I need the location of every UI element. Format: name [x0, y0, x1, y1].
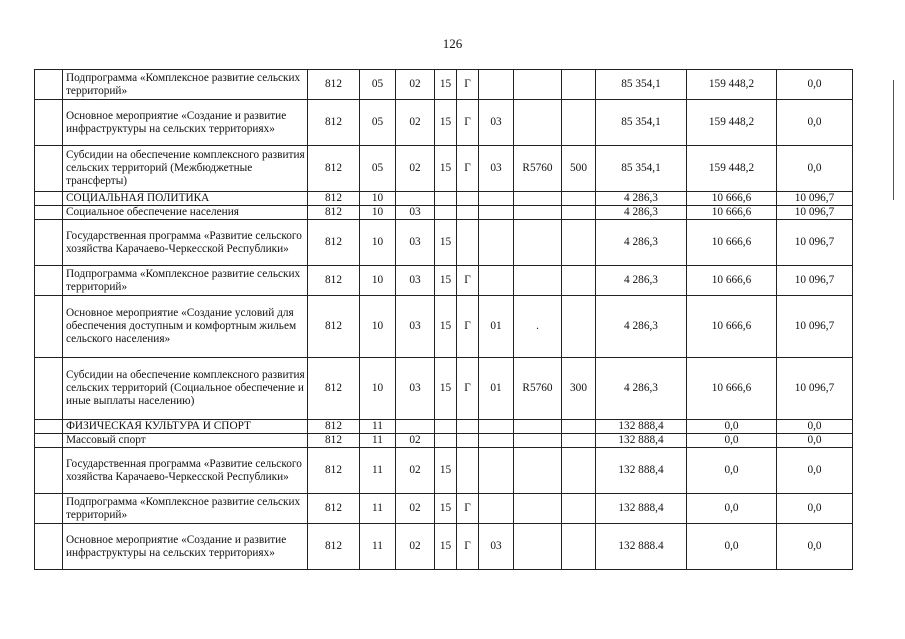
table-row — [35, 192, 853, 206]
sum-year1-cell: 4 286,3 — [596, 358, 687, 420]
expense-type-cell: 500 — [562, 146, 596, 192]
program-code-cell: 15 — [435, 266, 457, 296]
expense-type-cell — [562, 296, 596, 358]
row-name-cell: Социальное обеспечение населения — [63, 206, 308, 220]
row-name-cell: СОЦИАЛЬНАЯ ПОЛИТИКА — [63, 192, 308, 206]
expense-type-cell — [562, 524, 596, 570]
sum-year1-cell: 4 286,3 — [596, 206, 687, 220]
sum-year3-cell: 0,0 — [777, 448, 853, 494]
direction-code-cell — [514, 420, 562, 434]
subsection-code-cell: 02 — [396, 434, 435, 448]
direction-code-cell — [514, 100, 562, 146]
subsection-code-cell — [396, 420, 435, 434]
program-code-cell: 15 — [435, 524, 457, 570]
table-row — [35, 420, 853, 434]
expense-type-cell — [562, 70, 596, 100]
sum-year1-cell: 85 354,1 — [596, 70, 687, 100]
section-code-cell: 10 — [360, 358, 396, 420]
program-code-cell: 15 — [435, 358, 457, 420]
subprogram-code-cell: Г — [457, 266, 479, 296]
direction-code-cell: R5760 — [514, 146, 562, 192]
sum-year3-cell: 0,0 — [777, 494, 853, 524]
page-number: 126 — [442, 36, 463, 51]
sum-year2-cell: 10 666,6 — [687, 296, 777, 358]
expense-type-cell — [562, 100, 596, 146]
direction-code-cell — [514, 220, 562, 266]
program-code-cell — [435, 192, 457, 206]
expense-type-cell — [562, 448, 596, 494]
budget-table-body — [35, 70, 853, 570]
program-code-cell — [435, 420, 457, 434]
subsection-code-cell: 02 — [396, 100, 435, 146]
grbs-code-cell: 812 — [308, 434, 360, 448]
sum-year3-cell: 0,0 — [777, 100, 853, 146]
sum-year3-cell: 10 096,7 — [777, 266, 853, 296]
margin-mark — [893, 80, 894, 200]
activity-code-cell — [479, 192, 514, 206]
row-number-cell — [35, 146, 63, 192]
sum-year2-cell: 159 448,2 — [687, 146, 777, 192]
activity-code-cell — [479, 206, 514, 220]
grbs-code-cell: 812 — [308, 448, 360, 494]
sum-year2-cell: 0,0 — [687, 420, 777, 434]
grbs-code-cell: 812 — [308, 70, 360, 100]
direction-code-cell — [514, 70, 562, 100]
table-row — [35, 524, 853, 570]
grbs-code-cell: 812 — [308, 220, 360, 266]
table-row — [35, 70, 853, 100]
row-number-cell — [35, 206, 63, 220]
expense-type-cell — [562, 420, 596, 434]
grbs-code-cell: 812 — [308, 296, 360, 358]
row-name-cell: Подпрограмма «Комплексное развитие сельских территорий» — [63, 494, 308, 524]
sum-year2-cell: 10 666,6 — [687, 206, 777, 220]
grbs-code-cell: 812 — [308, 494, 360, 524]
grbs-code-cell: 812 — [308, 100, 360, 146]
subprogram-code-cell — [457, 434, 479, 448]
section-code-cell: 11 — [360, 420, 396, 434]
section-code-cell: 10 — [360, 206, 396, 220]
direction-code-cell — [514, 266, 562, 296]
program-code-cell — [435, 434, 457, 448]
row-number-cell — [35, 192, 63, 206]
section-code-cell: 05 — [360, 146, 396, 192]
subprogram-code-cell — [457, 448, 479, 494]
table-row — [35, 358, 853, 420]
activity-code-cell — [479, 494, 514, 524]
sum-year1-cell: 4 286,3 — [596, 220, 687, 266]
grbs-code-cell: 812 — [308, 420, 360, 434]
subprogram-code-cell: Г — [457, 358, 479, 420]
table-row — [35, 220, 853, 266]
subprogram-code-cell — [457, 192, 479, 206]
expense-type-cell — [562, 494, 596, 524]
sum-year1-cell: 132 888,4 — [596, 448, 687, 494]
program-code-cell: 15 — [435, 146, 457, 192]
program-code-cell: 15 — [435, 100, 457, 146]
row-name-cell: Основное мероприятие «Создание условий для обеспечения доступным и комфортным жильем сельского населения» — [63, 296, 308, 358]
sum-year3-cell: 10 096,7 — [777, 296, 853, 358]
row-number-cell — [35, 220, 63, 266]
sum-year3-cell: 10 096,7 — [777, 220, 853, 266]
direction-code-cell: R5760 — [514, 358, 562, 420]
activity-code-cell — [479, 420, 514, 434]
sum-year1-cell: 4 286,3 — [596, 296, 687, 358]
subprogram-code-cell — [457, 206, 479, 220]
sum-year3-cell: 0,0 — [777, 524, 853, 570]
subprogram-code-cell: Г — [457, 524, 479, 570]
expense-type-cell — [562, 220, 596, 266]
expense-type-cell — [562, 192, 596, 206]
sum-year1-cell: 85 354,1 — [596, 146, 687, 192]
subsection-code-cell: 03 — [396, 206, 435, 220]
table-row — [35, 448, 853, 494]
sum-year1-cell: 85 354,1 — [596, 100, 687, 146]
sum-year3-cell: 10 096,7 — [777, 206, 853, 220]
sum-year3-cell: 10 096,7 — [777, 192, 853, 206]
table-row — [35, 146, 853, 192]
table-row — [35, 494, 853, 524]
grbs-code-cell: 812 — [308, 524, 360, 570]
sum-year3-cell: 10 096,7 — [777, 358, 853, 420]
activity-code-cell — [479, 70, 514, 100]
direction-code-cell — [514, 192, 562, 206]
sum-year2-cell: 159 448,2 — [687, 100, 777, 146]
sum-year1-cell: 132 888,4 — [596, 494, 687, 524]
activity-code-cell: 03 — [479, 524, 514, 570]
activity-code-cell: 03 — [479, 146, 514, 192]
direction-code-cell — [514, 448, 562, 494]
program-code-cell: 15 — [435, 296, 457, 358]
sum-year2-cell: 10 666,6 — [687, 192, 777, 206]
row-name-cell: Государственная программа «Развитие сельского хозяйства Карачаево-Черкесской Республики» — [63, 220, 308, 266]
sum-year1-cell: 4 286,3 — [596, 192, 687, 206]
expense-type-cell — [562, 206, 596, 220]
sum-year1-cell: 132 888.4 — [596, 524, 687, 570]
grbs-code-cell: 812 — [308, 358, 360, 420]
sum-year3-cell: 0,0 — [777, 146, 853, 192]
grbs-code-cell: 812 — [308, 192, 360, 206]
expense-type-cell — [562, 266, 596, 296]
sum-year1-cell: 132 888,4 — [596, 434, 687, 448]
sum-year2-cell: 0,0 — [687, 434, 777, 448]
row-name-cell: Субсидии на обеспечение комплексного развития сельских территорий (Социальное обеспечение и иные выплаты населению) — [63, 358, 308, 420]
sum-year1-cell: 4 286,3 — [596, 266, 687, 296]
section-code-cell: 05 — [360, 100, 396, 146]
subsection-code-cell: 02 — [396, 70, 435, 100]
direction-code-cell — [514, 206, 562, 220]
activity-code-cell — [479, 266, 514, 296]
grbs-code-cell: 812 — [308, 266, 360, 296]
row-name-cell: ФИЗИЧЕСКАЯ КУЛЬТУРА И СПОРТ — [63, 420, 308, 434]
section-code-cell: 10 — [360, 192, 396, 206]
table-row — [35, 434, 853, 448]
expense-type-cell: 300 — [562, 358, 596, 420]
section-code-cell: 10 — [360, 266, 396, 296]
subsection-code-cell: 02 — [396, 146, 435, 192]
sum-year3-cell: 0,0 — [777, 434, 853, 448]
row-number-cell — [35, 420, 63, 434]
table-row — [35, 296, 853, 358]
subprogram-code-cell: Г — [457, 70, 479, 100]
table-row — [35, 206, 853, 220]
subprogram-code-cell: Г — [457, 100, 479, 146]
row-name-cell: Массовый спорт — [63, 434, 308, 448]
sum-year2-cell: 0,0 — [687, 524, 777, 570]
section-code-cell: 11 — [360, 494, 396, 524]
activity-code-cell — [479, 434, 514, 448]
section-code-cell: 11 — [360, 434, 396, 448]
sum-year2-cell: 0,0 — [687, 448, 777, 494]
activity-code-cell — [479, 220, 514, 266]
section-code-cell: 11 — [360, 448, 396, 494]
row-number-cell — [35, 296, 63, 358]
activity-code-cell: 01 — [479, 296, 514, 358]
budget-table — [34, 69, 853, 570]
subprogram-code-cell: Г — [457, 146, 479, 192]
subprogram-code-cell: Г — [457, 296, 479, 358]
subsection-code-cell: 03 — [396, 266, 435, 296]
activity-code-cell: 01 — [479, 358, 514, 420]
subprogram-code-cell — [457, 420, 479, 434]
subsection-code-cell: 03 — [396, 220, 435, 266]
subsection-code-cell: 03 — [396, 296, 435, 358]
program-code-cell: 15 — [435, 448, 457, 494]
row-number-cell — [35, 524, 63, 570]
sum-year2-cell: 10 666,6 — [687, 358, 777, 420]
row-name-cell: Подпрограмма «Комплексное развитие сельских территорий» — [63, 266, 308, 296]
direction-code-cell: . — [514, 296, 562, 358]
activity-code-cell: 03 — [479, 100, 514, 146]
sum-year2-cell: 10 666,6 — [687, 266, 777, 296]
row-number-cell — [35, 434, 63, 448]
program-code-cell: 15 — [435, 220, 457, 266]
row-name-cell: Подпрограмма «Комплексное развитие сельских территорий» — [63, 70, 308, 100]
direction-code-cell — [514, 434, 562, 448]
table-row — [35, 266, 853, 296]
subsection-code-cell: 02 — [396, 494, 435, 524]
grbs-code-cell: 812 — [308, 146, 360, 192]
activity-code-cell — [479, 448, 514, 494]
row-number-cell — [35, 266, 63, 296]
subsection-code-cell: 02 — [396, 524, 435, 570]
expense-type-cell — [562, 434, 596, 448]
section-code-cell: 10 — [360, 296, 396, 358]
sum-year2-cell: 0,0 — [687, 494, 777, 524]
sum-year2-cell: 10 666,6 — [687, 220, 777, 266]
table-row — [35, 100, 853, 146]
subprogram-code-cell: Г — [457, 494, 479, 524]
sum-year2-cell: 159 448,2 — [687, 70, 777, 100]
grbs-code-cell: 812 — [308, 206, 360, 220]
program-code-cell: 15 — [435, 70, 457, 100]
subsection-code-cell: 03 — [396, 358, 435, 420]
row-name-cell: Основное мероприятие «Создание и развитие инфраструктуры на сельских территориях» — [63, 100, 308, 146]
subsection-code-cell — [396, 192, 435, 206]
row-number-cell — [35, 494, 63, 524]
row-number-cell — [35, 448, 63, 494]
row-number-cell — [35, 70, 63, 100]
row-name-cell: Государственная программа «Развитие сельского хозяйства Карачаево-Черкесской Республики» — [63, 448, 308, 494]
row-number-cell — [35, 100, 63, 146]
row-name-cell: Субсидии на обеспечение комплексного развития сельских территорий (Межбюджетные трансферты) — [63, 146, 308, 192]
sum-year3-cell: 0,0 — [777, 70, 853, 100]
program-code-cell — [435, 206, 457, 220]
direction-code-cell — [514, 494, 562, 524]
section-code-cell: 11 — [360, 524, 396, 570]
section-code-cell: 10 — [360, 220, 396, 266]
subsection-code-cell: 02 — [396, 448, 435, 494]
subprogram-code-cell — [457, 220, 479, 266]
row-name-cell: Основное мероприятие «Создание и развитие инфраструктуры на сельских территориях» — [63, 524, 308, 570]
direction-code-cell — [514, 524, 562, 570]
sum-year1-cell: 132 888,4 — [596, 420, 687, 434]
sum-year3-cell: 0,0 — [777, 420, 853, 434]
section-code-cell: 05 — [360, 70, 396, 100]
program-code-cell: 15 — [435, 494, 457, 524]
row-number-cell — [35, 358, 63, 420]
